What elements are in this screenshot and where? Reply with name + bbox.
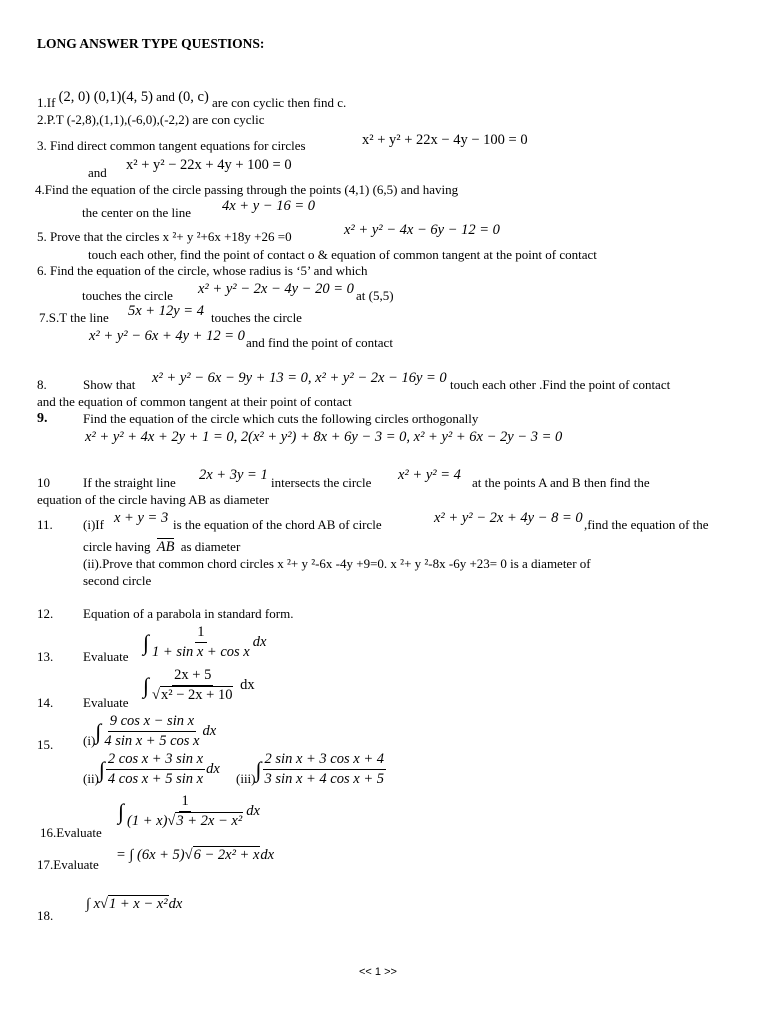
q15-i-denominator: 4 sin x + 5 cos x (104, 733, 200, 750)
q12-text: Equation of a parabola in standard form. (83, 606, 294, 621)
q15-iii-numerator: 2 sin x + 3 cos x + 4 (263, 751, 386, 770)
q6-suffix: at (5,5) (356, 288, 394, 303)
q13-number: 13. (37, 649, 54, 664)
q14-integral-sign: ∫ (143, 672, 150, 698)
q15-i-label: (i) (83, 733, 96, 749)
q3-and: and (88, 165, 107, 180)
question-1 (37, 89, 347, 112)
q11-circle-having: circle having (83, 539, 151, 554)
q9-equation: x² + y² + 4x + 2y + 1 = 0, 2(x² + y²) + 8x + 6y − 3 = 0, x² + y² + 6x − 2y − 3 = 0 (85, 429, 563, 445)
q14-number: 14. (37, 695, 54, 710)
q17-radicand: 6 − 2x² + x (193, 847, 260, 863)
q15-i (83, 713, 216, 751)
q10-line-equation: 2x + 3y = 1 (199, 467, 268, 483)
q11-mid: is the equation of the chord AB of circle (173, 517, 382, 532)
q13-label: Evaluate (83, 649, 129, 664)
q15-ii-dx: dx (206, 761, 220, 778)
q15-ii (83, 751, 220, 789)
q18-integral: ∫ x√1 + x − x²dx (86, 896, 183, 912)
q15-iii-label: (iii) (236, 771, 256, 787)
q18-dx: dx (168, 896, 183, 912)
q14-label: Evaluate (83, 695, 129, 710)
q3-equation-2: x² + y² − 22x + 4y + 100 = 0 (126, 157, 292, 173)
q18-radicand: 1 + x − x² (109, 896, 168, 912)
q10-circle-equation: x² + y² = 4 (398, 467, 461, 483)
q11-ab-segment: AB (156, 539, 175, 555)
q8-line-2: and the equation of common tangent at their point of contact (37, 394, 352, 409)
q15-i-dx: dx (202, 723, 217, 740)
q10-line-2: equation of the circle having AB as diameter (37, 492, 270, 507)
q8-prefix: Show that (83, 377, 136, 392)
q18-prefix: ∫ x (86, 896, 101, 912)
q16-dx: dx (246, 803, 260, 820)
q1-points: (2, 0) (0,1)(4, 5) (58, 89, 153, 105)
q7-prefix: 7.S.T the line (39, 310, 109, 325)
q17-label: 17.Evaluate (37, 857, 99, 872)
q8-number: 8. (37, 377, 47, 392)
q15-iii (236, 751, 387, 789)
q11-line-2 (83, 539, 240, 556)
q17-integral: = ∫ (6x + 5)√6 − 2x² + xdx (116, 847, 275, 863)
q11-suffix: ,find the equation of the (584, 517, 709, 532)
question-2: 2.P.T (-2,8),(1,1),(-6,0),(-2,2) are con cyclic (37, 112, 265, 127)
q16-numerator: 1 (179, 793, 190, 812)
q5-equation: x² + y² − 4x − 6y − 12 = 0 (344, 222, 500, 238)
q3-equation-1: x² + y² + 22x − 4y − 100 = 0 (362, 132, 528, 148)
q1-and: and (156, 89, 175, 104)
q15-number: 15. (37, 737, 54, 752)
q18-label: 18. (37, 908, 54, 923)
q15-ii-fraction (106, 751, 205, 789)
q4-equation: 4x + y − 16 = 0 (222, 198, 315, 214)
q10-suffix: at the points A and B then find the (472, 475, 650, 490)
q16-integral-sign: ∫ (118, 798, 125, 824)
q7-circle-equation: x² + y² − 6x + 4y + 12 = 0 (89, 328, 245, 344)
q15-ii-label: (ii) (83, 771, 99, 787)
q13-denominator: 1 + sin x + cos x (152, 644, 250, 661)
q13-integral (143, 624, 266, 662)
q4-line-1: 4.Find the equation of the circle passing through the points (4,1) (6,5) and having (35, 182, 459, 197)
q16-denominator-factor: (1 + x) (127, 813, 168, 830)
q7-mid: touches the circle (211, 310, 302, 325)
q16-integral (118, 793, 260, 831)
q6-equation: x² + y² − 2x − 4y − 20 = 0 (198, 281, 354, 297)
q6-line-1: 6. Find the equation of the circle, whose radius is ‘5’ and which (37, 263, 368, 278)
q6-line-2: touches the circle (82, 288, 173, 303)
q12-number: 12. (37, 606, 54, 621)
q13-integral-sign: ∫ (143, 629, 150, 655)
q1-point: (0, c) (178, 89, 209, 105)
q14-denominator: √x² − 2x + 10 (152, 687, 233, 704)
q5-line-1: 5. Prove that the circles x ²+ y ²+6x +18y +26 =0 (37, 229, 292, 244)
q14-dx: dx (240, 677, 255, 694)
q11-number: 11. (37, 517, 53, 532)
q15-i-fraction (102, 713, 201, 751)
q7-suffix: and find the point of contact (246, 335, 393, 350)
q13-fraction (150, 624, 252, 662)
q14-radicand: x² − 2x + 10 (161, 687, 233, 704)
q8-equation: x² + y² − 6x − 9y + 13 = 0, x² + y² − 2x − 16y = 0 (152, 370, 447, 386)
page-number: << 1 >> (359, 966, 397, 978)
q11-chord-equation: x + y = 3 (114, 510, 169, 526)
q13-numerator: 1 (195, 624, 206, 643)
q15-ii-integral-sign: ∫ (98, 756, 105, 782)
q17-prefix: = ∫ (6x + 5) (116, 847, 185, 863)
q10-prefix: If the straight line (83, 475, 176, 490)
q1-prefix: 1.If (37, 95, 56, 110)
q11-line-3: (ii).Prove that common chord circles x ²+ y ²-6x -4y +9=0. x ²+ y ²-8x -6y +23= 0 is a diameter of (83, 556, 591, 571)
q14-integral (143, 667, 255, 705)
q15-i-numerator: 9 cos x − sin x (108, 713, 196, 732)
q9-text: Find the equation of the circle which cuts the following circles orthogonally (83, 411, 479, 426)
q11-line-4: second circle (83, 573, 152, 588)
q7-line-equation: 5x + 12y = 4 (128, 303, 204, 319)
q3-prefix: 3. Find direct common tangent equations for circles (37, 138, 306, 153)
q1-suffix: are con cyclic then find c. (212, 95, 347, 110)
q11-circle-equation: x² + y² − 2x + 4y − 8 = 0 (434, 510, 583, 526)
q10-mid: intersects the circle (271, 475, 372, 490)
q11-as-diameter: as diameter (180, 539, 241, 554)
q14-numerator: 2x + 5 (172, 667, 213, 686)
q15-i-integral-sign: ∫ (95, 718, 102, 744)
q16-fraction (125, 793, 245, 831)
q5-line-2: touch each other, find the point of contact o & equation of common tangent at the point of contact (88, 247, 597, 262)
q15-ii-numerator: 2 cos x + 3 sin x (106, 751, 205, 770)
q16-label: 16.Evaluate (40, 825, 102, 840)
q9-number: 9. (37, 411, 48, 426)
q16-denominator: (1 + x)√3 + 2x − x² (127, 813, 243, 830)
q8-suffix: touch each other .Find the point of contact (450, 377, 671, 392)
q15-ii-denominator: 4 cos x + 5 sin x (107, 771, 204, 788)
q11-prefix: (i)If (83, 517, 104, 532)
q15-iii-integral-sign: ∫ (255, 756, 262, 782)
q17-dx: dx (260, 847, 275, 863)
q10-number: 10 (37, 475, 50, 490)
q16-radicand: 3 + 2x − x² (176, 813, 243, 830)
q13-dx: dx (252, 634, 267, 651)
q15-iii-fraction (263, 751, 386, 789)
q14-fraction (150, 667, 235, 705)
q15-iii-denominator: 3 sin x + 4 cos x + 5 (264, 771, 384, 788)
page-title: LONG ANSWER TYPE QUESTIONS: (37, 36, 265, 51)
q4-line-2: the center on the line (82, 205, 192, 220)
